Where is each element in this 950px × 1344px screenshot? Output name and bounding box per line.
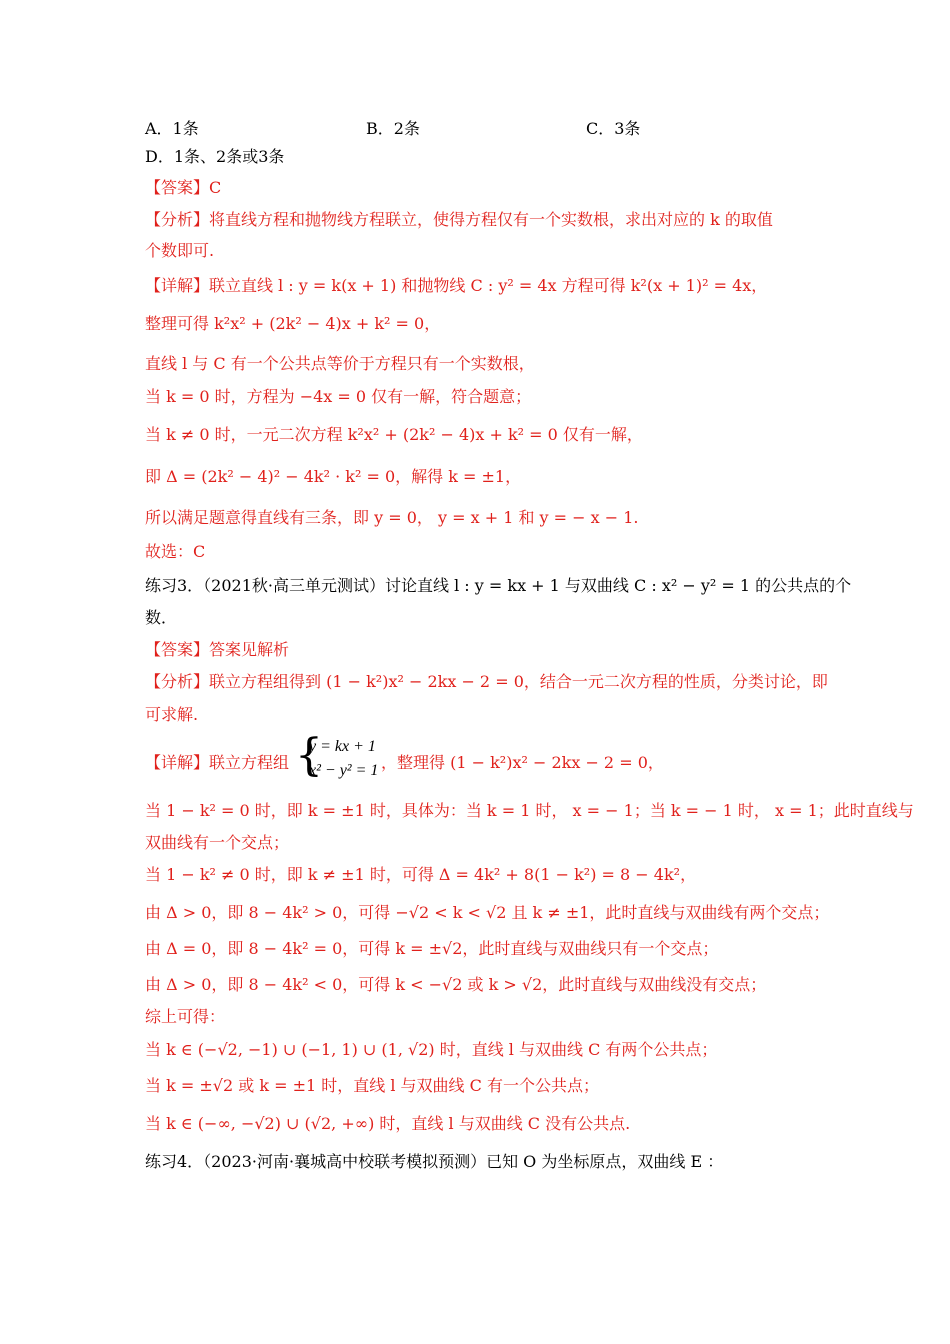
q3-stem-line1: 练习3．（2021秋·高三单元测试）讨论直线 l : y = kx + 1 与双曲线 C : x² − y² = 1 的公共点的个 — [145, 576, 852, 595]
q3-answer: 【答案】答案见解析 — [145, 640, 290, 659]
q2-analysis-line2: 个数即可. — [145, 241, 215, 260]
system-brace: { — [295, 730, 323, 781]
q2-detail-line2: 整理可得 k²x² + (2k² − 4)x + k² = 0， — [145, 314, 441, 333]
q3-analysis-line1: 【分析】联立方程组得到 (1 − k²)x² − 2kx − 2 = 0，结合一元二次方程的性质，分类讨论，即 — [145, 672, 828, 691]
option-a: A．1条 — [145, 119, 199, 138]
q2-analysis-line1: 【分析】将直线方程和抛物线方程联立，使得方程仅有一个实数根，求出对应的 k 的取值 — [145, 210, 773, 229]
q4-stem: 练习4．（2023·河南·襄城高中校联考模拟预测）已知 O 为坐标原点，双曲线 E ： — [145, 1152, 724, 1171]
system-eq1: y = kx + 1 — [309, 738, 376, 755]
q2-detail-line6: 即 Δ = (2k² − 4)² − 4k² · k² = 0，解得 k = ±1， — [145, 467, 522, 486]
option-c: C．3条 — [586, 119, 641, 138]
q3-detail-tail: ，整理得 (1 − k²)x² − 2kx − 2 = 0， — [381, 753, 664, 772]
q3-case5: 由 Δ > 0，即 8 − 4k² < 0，可得 k < −√2 或 k > √2，此时直线与双曲线没有交点； — [145, 975, 767, 994]
q3-case4: 由 Δ = 0，即 8 − 4k² = 0，可得 k = ±√2，此时直线与双曲线只有一个交点； — [145, 939, 719, 958]
q2-answer: 【答案】C — [145, 178, 222, 197]
q3-stem-line2: 数． — [145, 608, 178, 627]
option-d: D．1条、2条或3条 — [145, 147, 285, 166]
q2-detail-line4: 当 k = 0 时，方程为 −4x = 0 仅有一解，符合题意； — [145, 387, 532, 406]
q3-case1-line2: 双曲线有一个交点； — [145, 833, 290, 852]
option-b: B．2条 — [366, 119, 420, 138]
q3-summary-line2: 当 k = ±√2 或 k = ±1 时，直线 l 与双曲线 C 有一个公共点； — [145, 1076, 599, 1095]
q3-summary-line3: 当 k ∈ (−∞, −√2) ∪ (√2, +∞) 时，直线 l 与双曲线 C 没有公共点. — [145, 1114, 631, 1133]
q2-choice: 故选：C — [145, 542, 206, 561]
q2-detail-line3: 直线 l 与 C 有一个公共点等价于方程只有一个实数根， — [145, 354, 535, 373]
q2-detail-line5: 当 k ≠ 0 时，一元二次方程 k²x² + (2k² − 4)x + k² = 0 仅有一解， — [145, 425, 643, 444]
q3-summary-line1: 当 k ∈ (−√2, −1) ∪ (−1, 1) ∪ (1, √2) 时，直线 l 与双曲线 C 有两个公共点； — [145, 1040, 718, 1059]
q3-summary: 综上可得： — [145, 1007, 226, 1026]
q3-case2: 当 1 − k² ≠ 0 时，即 k ≠ ±1 时，可得 Δ = 4k² + 8(1 − k²) = 8 − 4k²， — [145, 865, 697, 884]
q2-detail-line1: 【详解】联立直线 l : y = k(x + 1) 和抛物线 C : y² = 4x 方程可得 k²(x + 1)² = 4x， — [145, 276, 768, 295]
q3-case1-line1: 当 1 − k² = 0 时，即 k = ±1 时，具体为：当 k = 1 时， x = − 1；当 k = − 1 时， x = 1；此时直线与 — [145, 801, 914, 820]
q3-case3: 由 Δ > 0，即 8 − 4k² > 0，可得 −√2 < k < √2 且 k ≠ ±1，此时直线与双曲线有两个交点； — [145, 903, 830, 922]
system-eq2: x² − y² = 1 — [309, 762, 379, 779]
q3-detail-label: 【详解】联立方程组 — [145, 753, 290, 772]
q3-analysis-line2: 可求解. — [145, 705, 199, 724]
q2-detail-line7: 所以满足题意得直线有三条，即 y = 0， y = x + 1 和 y = − x − 1. — [145, 508, 639, 527]
